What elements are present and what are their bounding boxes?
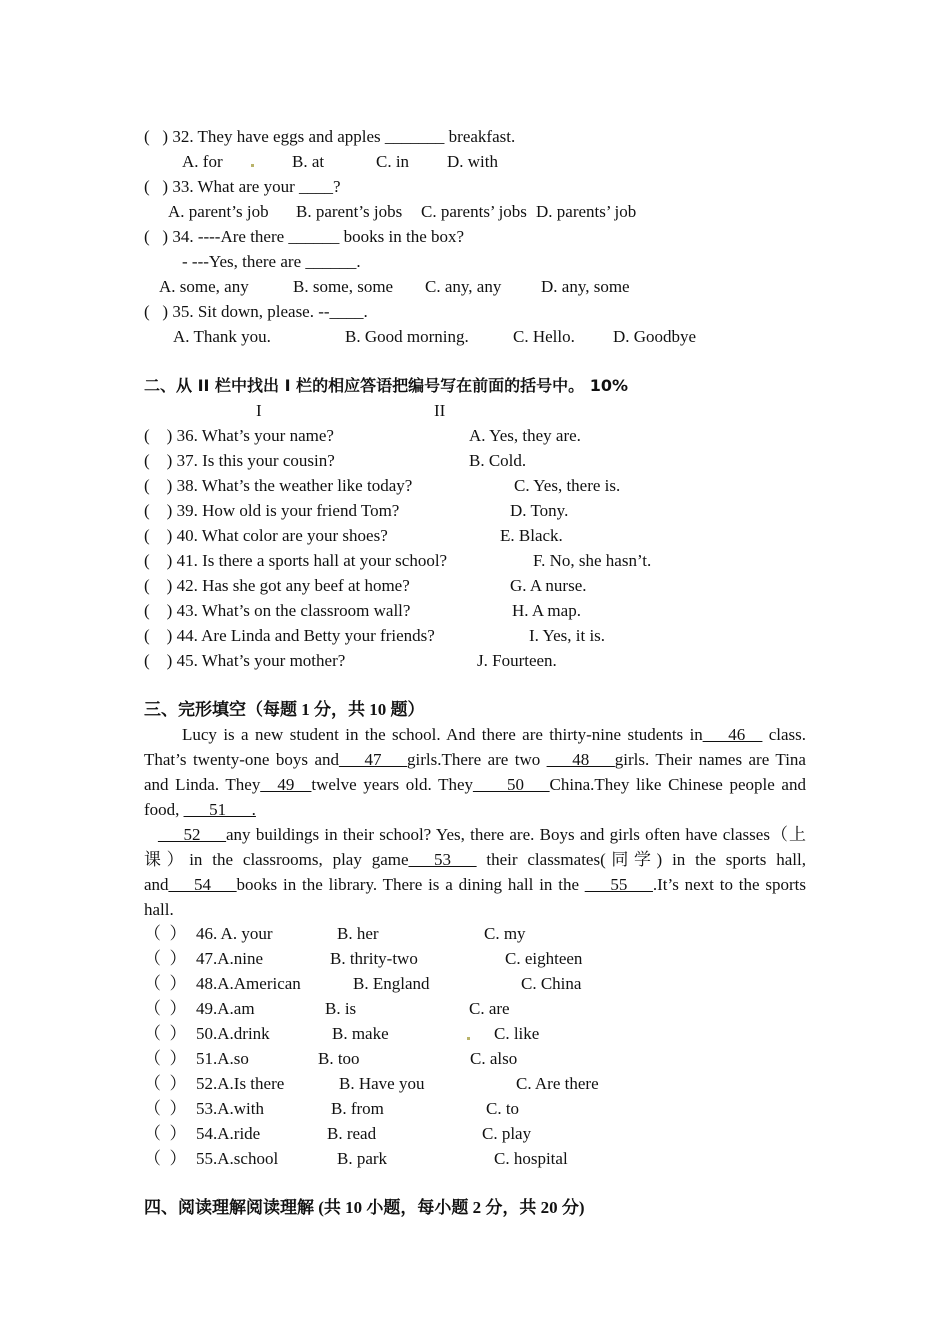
match-answer: B. Cold. xyxy=(469,451,527,470)
match-answer: A. Yes, they are. xyxy=(469,426,581,445)
cloze-option-a: 55.A.school xyxy=(196,1149,279,1168)
blank-49: __49__ xyxy=(260,775,312,794)
answer-paren: （ ） xyxy=(144,999,187,1018)
cloze-option-b: B. too xyxy=(318,1049,360,1068)
cloze-option-c: C. hospital xyxy=(494,1149,568,1168)
match-question: ( ) 45. What’s your mother? xyxy=(144,651,346,670)
match-question: ( ) 36. What’s your name? xyxy=(144,426,334,445)
answer-paren: （ ） xyxy=(144,949,187,968)
answer-paren: （ ） xyxy=(144,1099,187,1118)
cloze-option-b: B. make xyxy=(332,1024,389,1043)
cloze-option-a: 50.A.drink xyxy=(196,1024,270,1043)
cloze-option-c: C. also xyxy=(470,1049,518,1068)
match-question: ( ) 41. Is there a sports hall at your school? xyxy=(144,551,448,570)
stray-dot xyxy=(467,1037,470,1040)
section-2-title: 二、从 II 栏中找出 I 栏的相应答语把编号写在前面的括号中。 10% xyxy=(144,376,629,395)
option-d: D. any, some xyxy=(541,277,630,296)
answer-paren: （ ） xyxy=(144,1124,187,1143)
cloze-option-b: B. thrity-two xyxy=(330,949,418,968)
blank-52: ___52___ xyxy=(158,825,226,844)
cloze-option-a: 54.A.ride xyxy=(196,1124,261,1143)
answer-paren: （ ） xyxy=(144,1074,187,1093)
match-question: ( ) 38. What’s the weather like today? xyxy=(144,476,413,495)
cloze-option-c: C. my xyxy=(484,924,526,943)
option-d: D. parents’ job xyxy=(536,202,637,221)
cloze-option-a: 51.A.so xyxy=(196,1049,249,1068)
cloze-option-b: B. Have you xyxy=(339,1074,425,1093)
cloze-option-c: C. Are there xyxy=(516,1074,599,1093)
question-33: ( ) 33. What are your ____? xyxy=(144,177,341,196)
question-34-reply: - ---Yes, there are ______. xyxy=(182,252,361,271)
cloze-option-c: C. eighteen xyxy=(505,949,583,968)
column-1-header: I xyxy=(256,401,262,420)
blank-50: ____50___ xyxy=(473,775,550,794)
cloze-option-b: B. England xyxy=(353,974,430,993)
answer-paren: （ ） xyxy=(144,1149,187,1168)
match-question: ( ) 40. What color are your shoes? xyxy=(144,526,388,545)
match-question: ( ) 37. Is this your cousin? xyxy=(144,451,335,470)
cloze-option-a: 49.A.am xyxy=(196,999,255,1018)
cloze-option-a: 46. A. your xyxy=(196,924,273,943)
match-question: ( ) 39. How old is your friend Tom? xyxy=(144,501,400,520)
cloze-option-b: B. from xyxy=(331,1099,384,1118)
match-answer: C. Yes, there is. xyxy=(514,476,621,495)
blank-47: ___47___ xyxy=(339,750,407,769)
section-3-title: 三、完形填空（每题 1 分，共 10 题） xyxy=(144,700,425,719)
option-c: C. Hello. xyxy=(513,327,575,346)
question-34: ( ) 34. ----Are there ______ books in the box? xyxy=(144,227,465,246)
cloze-option-b: B. park xyxy=(337,1149,388,1168)
section-4-title: 四、阅读理解阅读理解 (共 10 小题，每小题 2 分，共 20 分) xyxy=(144,1198,585,1217)
match-answer: E. Black. xyxy=(500,526,563,545)
blank-54: ___54___ xyxy=(168,875,237,894)
option-b: B. Good morning. xyxy=(345,327,469,346)
answer-paren: （ ） xyxy=(144,924,187,943)
question-32: ( ) 32. They have eggs and apples _______ breakfast. xyxy=(144,127,516,146)
question-35: ( ) 35. Sit down, please. --____. xyxy=(144,302,368,321)
option-a: A. parent’s job xyxy=(168,202,269,221)
option-c: C. parents’ jobs xyxy=(421,202,527,221)
match-question: ( ) 43. What’s on the classroom wall? xyxy=(144,601,411,620)
blank-53: ___53___ xyxy=(408,850,477,869)
option-b: B. parent’s jobs xyxy=(296,202,403,221)
blank-48: ___48___ xyxy=(546,750,615,769)
match-question: ( ) 44. Are Linda and Betty your friends? xyxy=(144,626,435,645)
match-answer: G. A nurse. xyxy=(510,576,587,595)
cloze-paragraph-1: Lucy is a new student in the school. And there are thirty-nine students in___46__ class. That’s twenty-one boys and___47___girls.There are two ___48___girls. Their names are Tina and Linda. They__49__twelve years old. They____50___China.They like Chinese people and food, ___51___. xyxy=(144,725,806,819)
cloze-paragraph-2: ___52___any buildings in their school? Yes, there are. Boys and girls often have classes（上课）in the classrooms, play game___53___ their classmates(同学) in the sports hall, and___54___books in the library. There is a dining hall in the ___55___.It’s next to the sports hall. xyxy=(144,825,806,919)
match-answer: F. No, she hasn’t. xyxy=(533,551,652,570)
cloze-option-b: B. her xyxy=(337,924,379,943)
blank-46: ___46__ xyxy=(702,725,763,744)
cloze-option-b: B. read xyxy=(327,1124,377,1143)
cloze-option-a: 48.A.American xyxy=(196,974,301,993)
cloze-option-c: C. to xyxy=(486,1099,520,1118)
cloze-option-c: C. China xyxy=(521,974,582,993)
option-c: C. any, any xyxy=(425,277,502,296)
cloze-option-b: B. is xyxy=(325,999,357,1018)
option-a: A. Thank you. xyxy=(173,327,271,346)
cloze-option-a: 47.A.nine xyxy=(196,949,264,968)
blank-51: ___51___. xyxy=(183,800,256,819)
column-2-header: II xyxy=(434,401,446,420)
stray-dot xyxy=(251,164,254,167)
cloze-option-c: C. play xyxy=(482,1124,532,1143)
answer-paren: （ ） xyxy=(144,1024,187,1043)
option-b: B. at xyxy=(292,152,325,171)
match-answer: H. A map. xyxy=(512,601,581,620)
cloze-option-c: C. are xyxy=(469,999,510,1018)
option-b: B. some, some xyxy=(293,277,394,296)
match-answer: D. Tony. xyxy=(510,501,569,520)
cloze-option-a: 52.A.Is there xyxy=(196,1074,285,1093)
answer-paren: （ ） xyxy=(144,974,187,993)
blank-55: ___55___ xyxy=(584,875,653,894)
match-question: ( ) 42. Has she got any beef at home? xyxy=(144,576,410,595)
cloze-option-a: 53.A.with xyxy=(196,1099,264,1118)
option-d: D. Goodbye xyxy=(613,327,697,346)
answer-paren: （ ） xyxy=(144,1049,187,1068)
match-answer: J. Fourteen. xyxy=(477,651,557,670)
option-a: A. for xyxy=(182,152,223,171)
option-c: C. in xyxy=(376,152,410,171)
option-a: A. some, any xyxy=(159,277,249,296)
match-answer: I. Yes, it is. xyxy=(529,626,606,645)
option-d: D. with xyxy=(447,152,498,171)
cloze-option-c: C. like xyxy=(494,1024,540,1043)
